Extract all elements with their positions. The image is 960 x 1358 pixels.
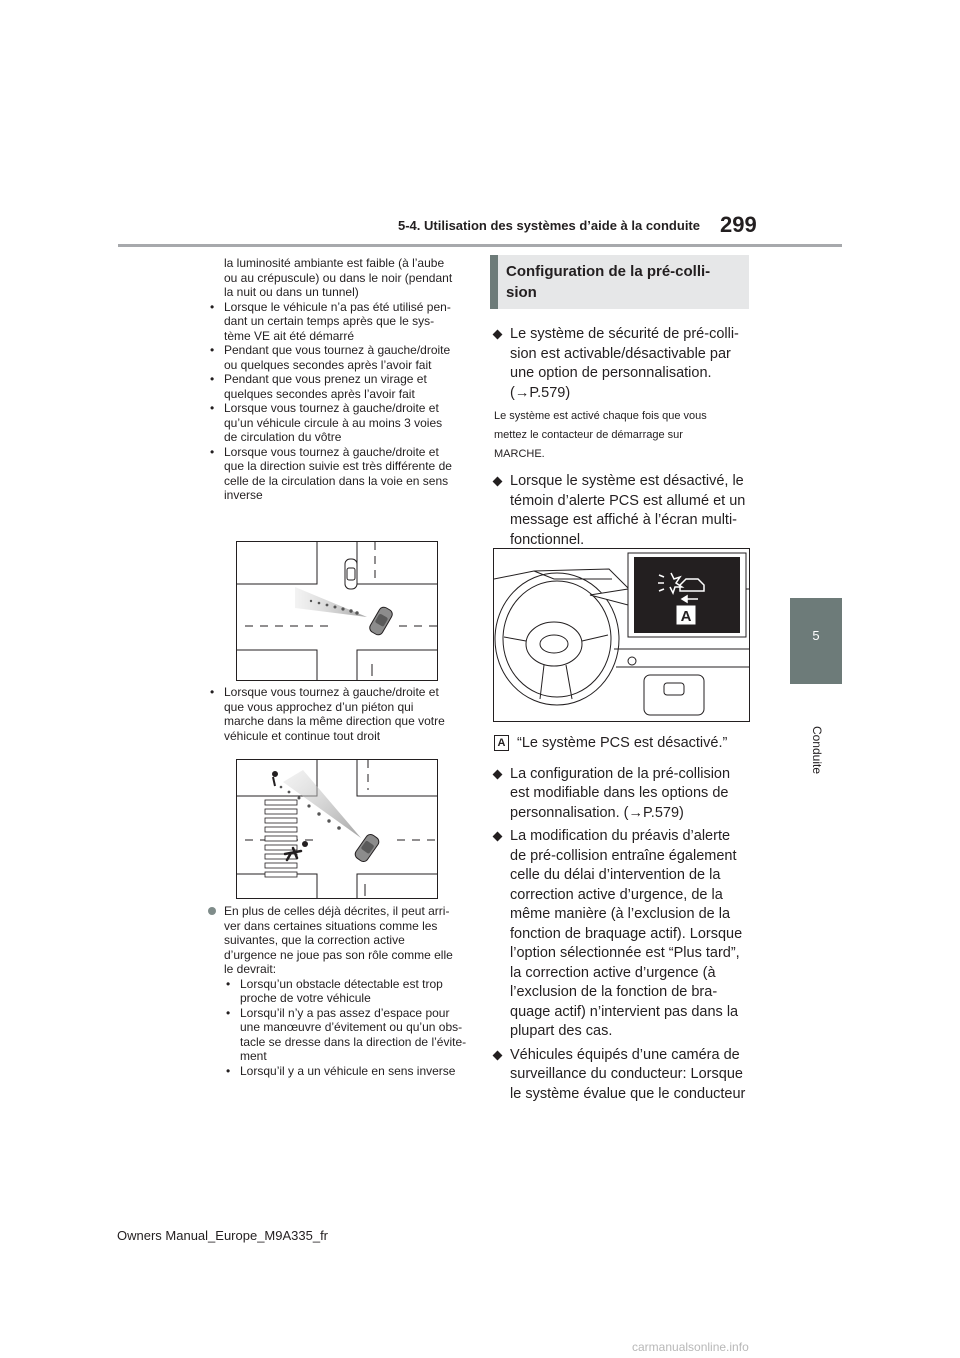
- left-text-block-2: [208, 685, 470, 743]
- paragraph: Véhicules équipés d’une caméra de surveillance du conducteur: Lorsque le système évalue que le conducteur: [494, 1046, 752, 1105]
- watermark[interactable]: carmanualsonline.info: [632, 1340, 749, 1354]
- intro-line: ou au crépuscule) ou dans le noir (pendant: [224, 270, 453, 285]
- dashboard-illustration: [494, 549, 749, 721]
- pedestrian-illustration: [237, 760, 437, 898]
- config-heading: Configuration de la pré-colli- sion: [506, 263, 711, 301]
- intro-line: la luminosité ambiante est faible (à l’aube: [224, 256, 445, 270]
- figure-dashboard: [493, 548, 750, 722]
- note-item: En plus de celles déjà décrites, il peut arri- ver dans certaines situations comme les suivantes, que la correction active d’urgence ne joue pas son rôle comme elle le devrait:: [208, 904, 470, 977]
- intersection-illustration: [237, 542, 437, 680]
- list-item: • Lorsque vous tournez à gauche/droite et que la direction suivie est très différente de celle de la circulation dans la voie en sens inverse: [208, 445, 470, 503]
- list-item: • Lorsque vous tournez à gauche/droite et qu’un véhicule circule à au moins 3 voies de circulation du vôtre: [208, 401, 470, 445]
- figure-turning-intersection: [236, 541, 438, 681]
- footer: Owners Manual_Europe_M9A335_fr: [117, 1228, 329, 1243]
- right-text-block-1: [494, 325, 752, 550]
- figure-label-a: A: [680, 608, 692, 625]
- figure-caption: A “Le système PCS est désactivé.”: [494, 734, 752, 754]
- chapter-tab-label: Conduite: [810, 725, 824, 775]
- chapter-tab-number: 5: [812, 628, 820, 643]
- pedestrian-icon: [273, 772, 277, 786]
- list-item: • Lorsque le véhicule n’a pas été utilisé pen- dant un certain temps après que le sys- tème VE ait été démarré: [208, 300, 470, 344]
- pedestrian-icon: [285, 841, 308, 860]
- list-item: • Lorsqu’un obstacle détectable est trop proche de votre véhicule: [224, 977, 470, 1006]
- page-number: 299: [720, 212, 757, 237]
- list-item: • Lorsque vous tournez à gauche/droite et que vous approchez d’un piéton qui marche dans la même direction que votre véhicule et continue tout droit: [208, 685, 470, 743]
- caption-label-a: A: [494, 735, 509, 751]
- list-item: • Pendant que vous prenez un virage et quelques secondes après l’avoir fait: [208, 372, 470, 401]
- config-heading-bar: [490, 255, 498, 309]
- note-text: Le système est activé chaque fois que vous mettez le contacteur de démarrage sur MARCHE.: [494, 410, 707, 460]
- list-item: • Lorsqu’il n’y a pas assez d’espace pour une manœuvre d’évitement ou qu’un obs- tacle se dresse dans la direction de l’évite- ment: [224, 1006, 470, 1064]
- intro-line: la nuit ou dans un tunnel): [224, 285, 359, 299]
- paragraph: Lorsque le système est désactivé, le témoin d’alerte PCS est allumé et un message est affiché à l’écran multi- fonctionnel.: [494, 472, 752, 550]
- paragraph: La configuration de la pré-collision est modifiable dans les options de personnalisation. (→P.579): [494, 765, 752, 824]
- list-item: • Lorsqu’il y a un véhicule en sens inverse: [224, 1064, 470, 1079]
- header-rule: [118, 244, 842, 247]
- left-text-block-1: [208, 256, 470, 503]
- section-header: 5-4. Utilisation des systèmes d’aide à la conduite: [398, 218, 700, 233]
- paragraph: Le système de sécurité de pré-colli- sion est activable/désactivable par une option de personnalisation. (→P.579): [494, 325, 752, 403]
- left-text-block-3: [208, 904, 470, 1078]
- figure-pedestrian-crossing: [236, 759, 438, 899]
- list-item: • Pendant que vous tournez à gauche/droite ou quelques secondes après l’avoir fait: [208, 343, 470, 372]
- right-text-block-2: [494, 734, 752, 1104]
- paragraph: La modification du préavis d’alerte de pré-collision entraîne également celle du délai d’intervention de la correction active d’urgence, de la même manière (à l’exclusion de la fonction de braquage actif). Lorsque l’option sélectionnée est “Plus tard”, la correction active d’urgence (à l’exclusion de la fonction de bra- quage actif) n’intervient pas dans la plupart des cas.: [494, 827, 752, 1042]
